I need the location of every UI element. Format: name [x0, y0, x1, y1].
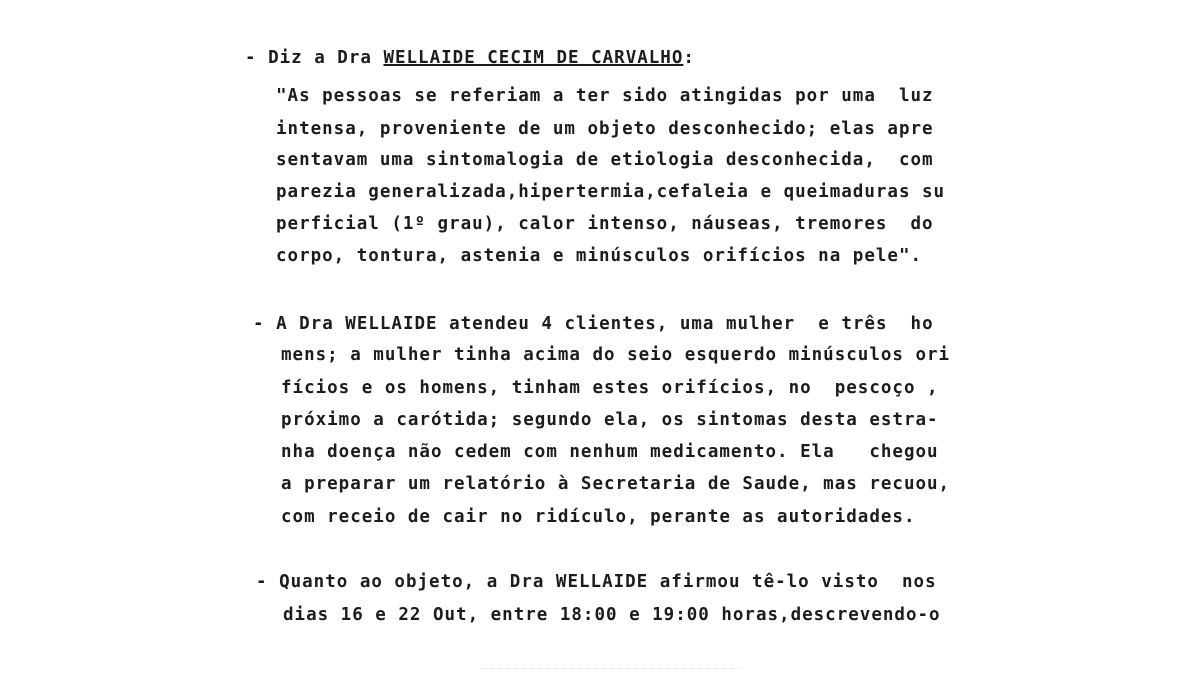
quote-line: corpo, tontura, astenia e minúsculos orifícios na pele".: [276, 246, 923, 266]
paragraph-line: - A Dra WELLAIDE atendeu 4 clientes, uma mulher e três ho: [253, 314, 934, 334]
paragraph-line: próximo a carótida; segundo ela, os sintomas desta estra-: [281, 410, 939, 430]
paragraph-line: dias 16 e 22 Out, entre 18:00 e 19:00 horas,descrevendo-o: [283, 605, 941, 625]
quote-line: intensa, proveniente de um objeto desconhecido; elas apre: [276, 119, 934, 139]
paragraph-line: mens; a mulher tinha acima do seio esquerdo minúsculos ori: [281, 345, 951, 365]
scan-artifact-top: [270, 0, 600, 6]
quote-line: perficial (1º grau), calor intenso, náuseas, tremores do: [276, 214, 934, 234]
paragraph-line: - Quanto ao objeto, a Dra WELLAIDE afirmou tê-lo visto nos: [256, 572, 937, 592]
paragraph-line: nha doença não cedem com nenhum medicamento. Ela chegou: [281, 442, 939, 462]
paragraph-line: fícios e os homens, tinham estes orifícios, no pescoço ,: [281, 378, 939, 398]
paragraph-line: com receio de cair no ridículo, perante as autoridades.: [281, 507, 916, 527]
heading-prefix: - Diz a Dra: [245, 48, 384, 68]
scan-artifact-bottom: [480, 668, 740, 675]
quote-line: parezia generalizada,hipertermia,cefaleia e queimaduras su: [276, 182, 946, 202]
quote-line: sentavam uma sintomalogia de etiologia desconhecida, com: [276, 150, 934, 170]
doctor-name-underlined: WELLAIDE CECIM DE CARVALHO: [383, 48, 684, 68]
paragraph-line: a preparar um relatório à Secretaria de Saude, mas recuou,: [281, 474, 951, 494]
quote-line: "As pessoas se referiam a ter sido atingidas por uma luz: [276, 86, 934, 106]
paragraph-1-heading: [245, 50, 695, 68]
heading-suffix: :: [683, 48, 695, 68]
